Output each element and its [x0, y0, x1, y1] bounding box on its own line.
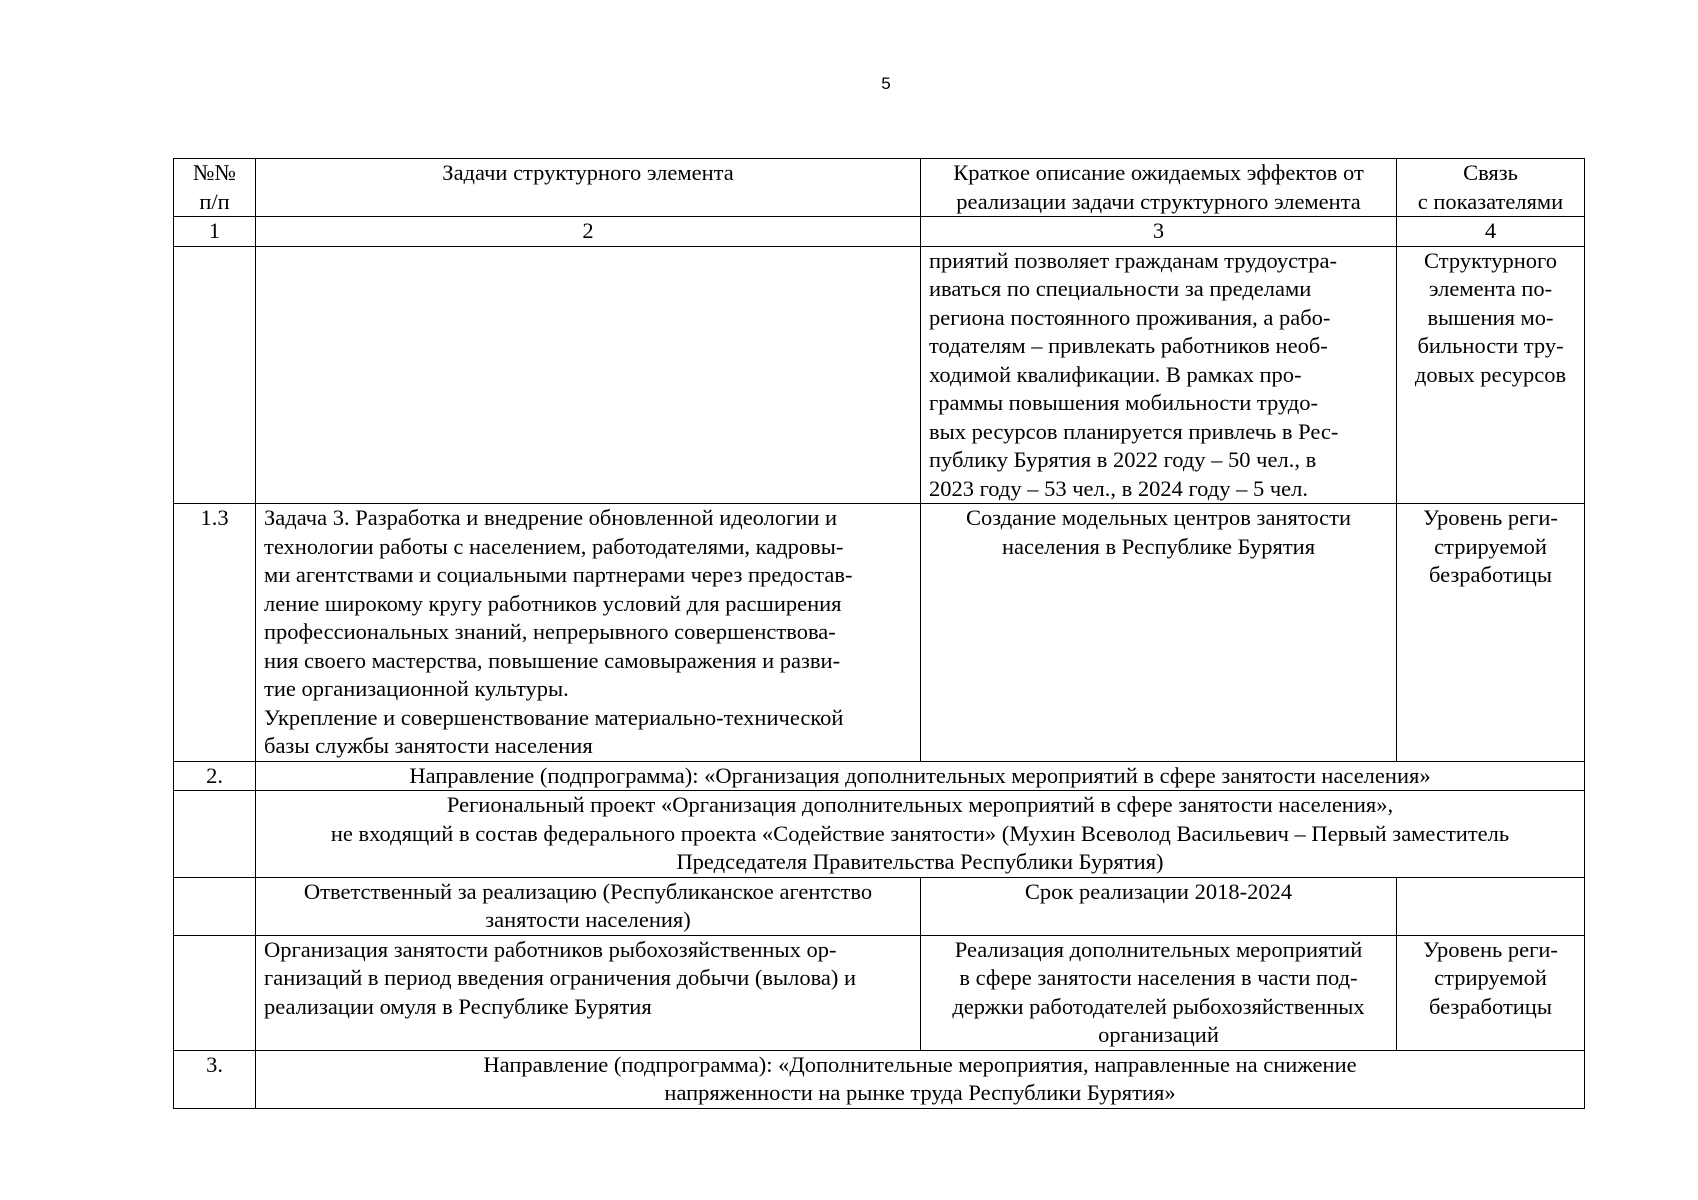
direction-title: Направление (подпрограмма): «Дополнительные мероприятия, направленные на снижение напряженности на рынке труда Республики Бурятия»	[256, 1050, 1585, 1108]
direction-row	[174, 1050, 1585, 1108]
header-link: Связь с показателями	[1397, 159, 1585, 217]
row-number: 3.	[174, 1050, 256, 1108]
task-cell	[256, 246, 921, 504]
table-header-row	[174, 159, 1585, 217]
row-number: 1.3	[174, 504, 256, 762]
link-cell: Уровень реги- стрируемой безработицы	[1397, 504, 1585, 762]
page-number: 5	[881, 74, 891, 93]
direction-row	[174, 761, 1585, 791]
structural-elements-table	[173, 158, 1585, 1109]
header-number: №№ п/п	[174, 159, 256, 217]
table-row	[174, 935, 1585, 1050]
row-number: 2.	[174, 761, 256, 791]
empty-cell	[174, 791, 256, 878]
effect-cell: приятий позволяет гражданам трудоустра- иваться по специальности за пределами региона постоянного проживания, а рабо- тодателям – привлекать работников необ- ходимой квалификации. В рамках про- граммы повышения мобильности трудо- вых ресурсов планируется привлечь в Рес- публику Бурятия в 2022 году – 50 чел., в 2023 году – 53 чел., в 2024 году – 5 чел.	[921, 246, 1397, 504]
responsible-row	[174, 877, 1585, 935]
empty-cell	[174, 935, 256, 1050]
header-tasks: Задачи структурного элемента	[256, 159, 921, 217]
empty-cell	[174, 877, 256, 935]
link-cell: Уровень реги- стрируемой безработицы	[1397, 935, 1585, 1050]
row-number	[174, 246, 256, 504]
column-number: 2	[256, 217, 921, 247]
project-row	[174, 791, 1585, 878]
header-effects: Краткое описание ожидаемых эффектов от реализации задачи структурного элемента	[921, 159, 1397, 217]
table-row	[174, 246, 1585, 504]
task-cell: Задача 3. Разработка и внедрение обновленной идеологии и технологии работы с населением, работодателями, кадровы- ми агентствами и социальными партнерами через предостав- ление широкому кругу работников условий для расширения профессиональных знаний, непрерывного совершенствова- ния своего мастерства, повышение самовыражения и разви- тие организационной культуры. Укрепление и совершенствование материально-технической базы службы занятости населения	[256, 504, 921, 762]
link-cell: Структурного элемента по- вышения мо- бильности тру- довых ресурсов	[1397, 246, 1585, 504]
column-number: 1	[174, 217, 256, 247]
task-cell: Организация занятости работников рыбохозяйственных ор- ганизаций в период введения ограничения добычи (вылова) и реализации омуля в Республике Бурятия	[256, 935, 921, 1050]
term-cell: Срок реализации 2018-2024	[921, 877, 1397, 935]
column-number: 4	[1397, 217, 1585, 247]
column-number-row	[174, 217, 1585, 247]
responsible-cell: Ответственный за реализацию (Республиканское агентство занятости населения)	[256, 877, 921, 935]
effect-cell: Реализация дополнительных мероприятий в сфере занятости населения в части под- держки работодателей рыбохозяйственных организаций	[921, 935, 1397, 1050]
project-title: Региональный проект «Организация дополнительных мероприятий в сфере занятости населения», не входящий в состав федерального проекта «Содействие занятости» (Мухин Всеволод Васильевич – Первый заместитель Председателя Правительства Республики Бурятия)	[256, 791, 1585, 878]
column-number: 3	[921, 217, 1397, 247]
effect-cell: Создание модельных центров занятости населения в Республике Бурятия	[921, 504, 1397, 762]
table-row	[174, 504, 1585, 762]
empty-cell	[1397, 877, 1585, 935]
direction-title: Направление (подпрограмма): «Организация дополнительных мероприятий в сфере занятости населения»	[256, 761, 1585, 791]
